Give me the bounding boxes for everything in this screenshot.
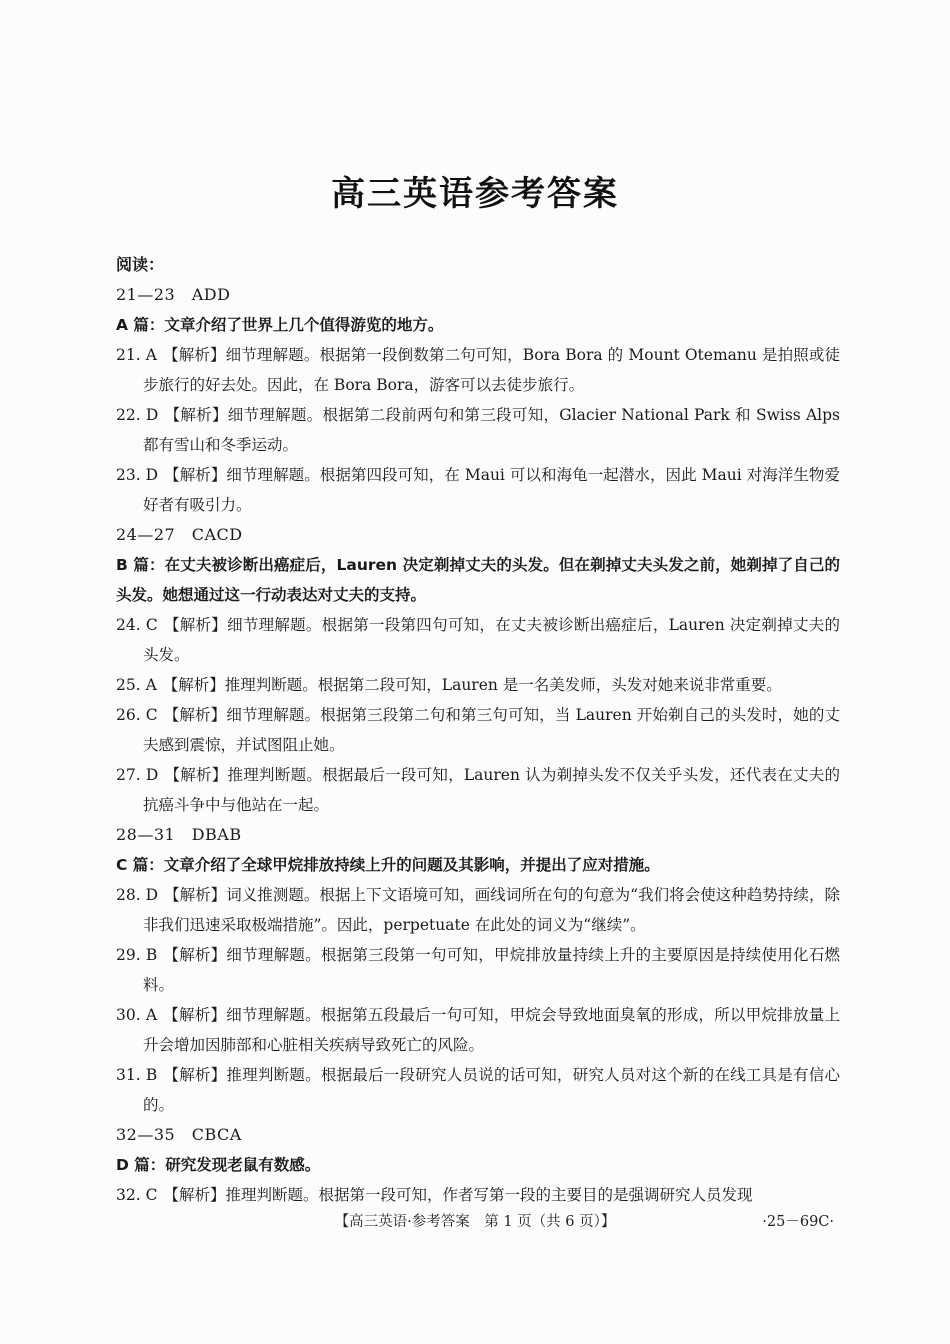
answer-number: 21. A (116, 346, 157, 364)
answer-range: 21—23 ADD (116, 285, 231, 304)
answer-item (116, 700, 840, 760)
answer-range: 24—27 CACD (116, 525, 243, 544)
answer-number: 23. D (116, 466, 159, 484)
answer-item (116, 940, 840, 1000)
answer-range: 28—31 DBAB (116, 825, 242, 844)
answer-item (116, 610, 840, 670)
answer-number: 27. D (116, 766, 159, 784)
answer-item (116, 880, 840, 940)
answer-number: 22. D (116, 406, 159, 424)
answer-number: 28. D (116, 886, 159, 904)
answer-item (116, 340, 840, 400)
answer-explanation: 【解析】细节理解题。根据第三段第一句可知，甲烷排放量持续上升的主要原因是持续使用化石燃料。 (143, 946, 840, 994)
answer-explanation: 【解析】细节理解题。根据第二段前两句和第三段可知，Glacier National Park 和 Swiss Alps 都有雪山和冬季运动。 (143, 406, 840, 454)
answer-item (116, 1180, 840, 1210)
answer-item (116, 1000, 840, 1060)
answer-explanation: 【解析】词义推测题。根据上下文语境可知，画线词所在句的句意为“我们将会使这种趋势持续，除非我们迅速采取极端措施”。因此，perpetuate 在此处的词义为“继续”。 (143, 886, 840, 934)
answer-explanation: 【解析】推理判断题。根据最后一段研究人员说的话可知，研究人员对这个新的在线工具是有信心的。 (143, 1066, 840, 1114)
answer-item (116, 400, 840, 460)
answer-number: 25. A (116, 676, 157, 694)
answer-explanation: 【解析】推理判断题。根据最后一段可知，Lauren 认为剃掉头发不仅关乎头发，还代表在丈夫的抗癌斗争中与他站在一起。 (143, 766, 840, 814)
answer-number: 24. C (116, 616, 158, 634)
answer-item (116, 760, 840, 820)
footer-page-info: 【高三英语·参考答案 第 1 页（共 6 页）】 (334, 1214, 616, 1230)
answer-item (116, 1060, 840, 1120)
answer-explanation: 【解析】细节理解题。根据第四段可知，在 Maui 可以和海龟一起潜水，因此 Maui 对海洋生物爱好者有吸引力。 (143, 466, 840, 514)
answer-group-3 (116, 820, 840, 1120)
answer-range: 32—35 CBCA (116, 1125, 242, 1144)
answer-group-1 (116, 280, 840, 520)
answer-number: 32. C (116, 1186, 158, 1204)
answer-item (116, 670, 840, 700)
answer-number: 30. A (116, 1006, 158, 1024)
passage-summary: A 篇：文章介绍了世界上几个值得游览的地方。 (116, 316, 444, 334)
answer-group-2 (116, 520, 840, 820)
footer-code: ·25－69C· (762, 1214, 834, 1230)
answer-number: 31. B (116, 1066, 158, 1084)
answer-number: 29. B (116, 946, 158, 964)
answer-content (116, 250, 840, 1210)
answer-explanation: 【解析】推理判断题。根据第二段可知，Lauren 是一名美发师，头发对她来说非常重要。 (162, 676, 782, 694)
passage-summary: C 篇：文章介绍了全球甲烷排放持续上升的问题及其影响，并提出了应对措施。 (116, 856, 660, 874)
passage-summary: B 篇：在丈夫被诊断出癌症后，Lauren 决定剃掉丈夫的头发。但在剃掉丈夫头发之前，她剃掉了自己的头发。她想通过这一行动表达对丈夫的支持。 (116, 556, 840, 604)
answer-explanation: 【解析】推理判断题。根据第一段可知，作者写第一段的主要目的是强调研究人员发现 (163, 1186, 753, 1204)
answer-explanation: 【解析】细节理解题。根据第三段第二句和第三句可知，当 Lauren 开始剃自己的头发时，她的丈夫感到震惊，并试图阻止她。 (143, 706, 840, 754)
answer-explanation: 【解析】细节理解题。根据第一段第四句可知，在丈夫被诊断出癌症后，Lauren 决定剃掉丈夫的头发。 (143, 616, 841, 664)
answer-explanation: 【解析】细节理解题。根据第一段倒数第二句可知，Bora Bora 的 Mount Otemanu 是拍照或徒步旅行的好去处。因此，在 Bora Bora，游客可以去徒步旅行。 (143, 346, 840, 394)
answer-item (116, 460, 840, 520)
passage-summary: D 篇：研究发现老鼠有数感。 (116, 1156, 321, 1174)
answer-number: 26. C (116, 706, 158, 724)
page-title: 高三英语参考答案 (331, 174, 619, 214)
answer-explanation: 【解析】细节理解题。根据第五段最后一句可知，甲烷会导致地面臭氧的形成，所以甲烷排放量上升会增加因肺部和心脏相关疾病导致死亡的风险。 (143, 1006, 840, 1054)
answer-group-4 (116, 1120, 840, 1210)
section-label: 阅读： (116, 255, 165, 274)
